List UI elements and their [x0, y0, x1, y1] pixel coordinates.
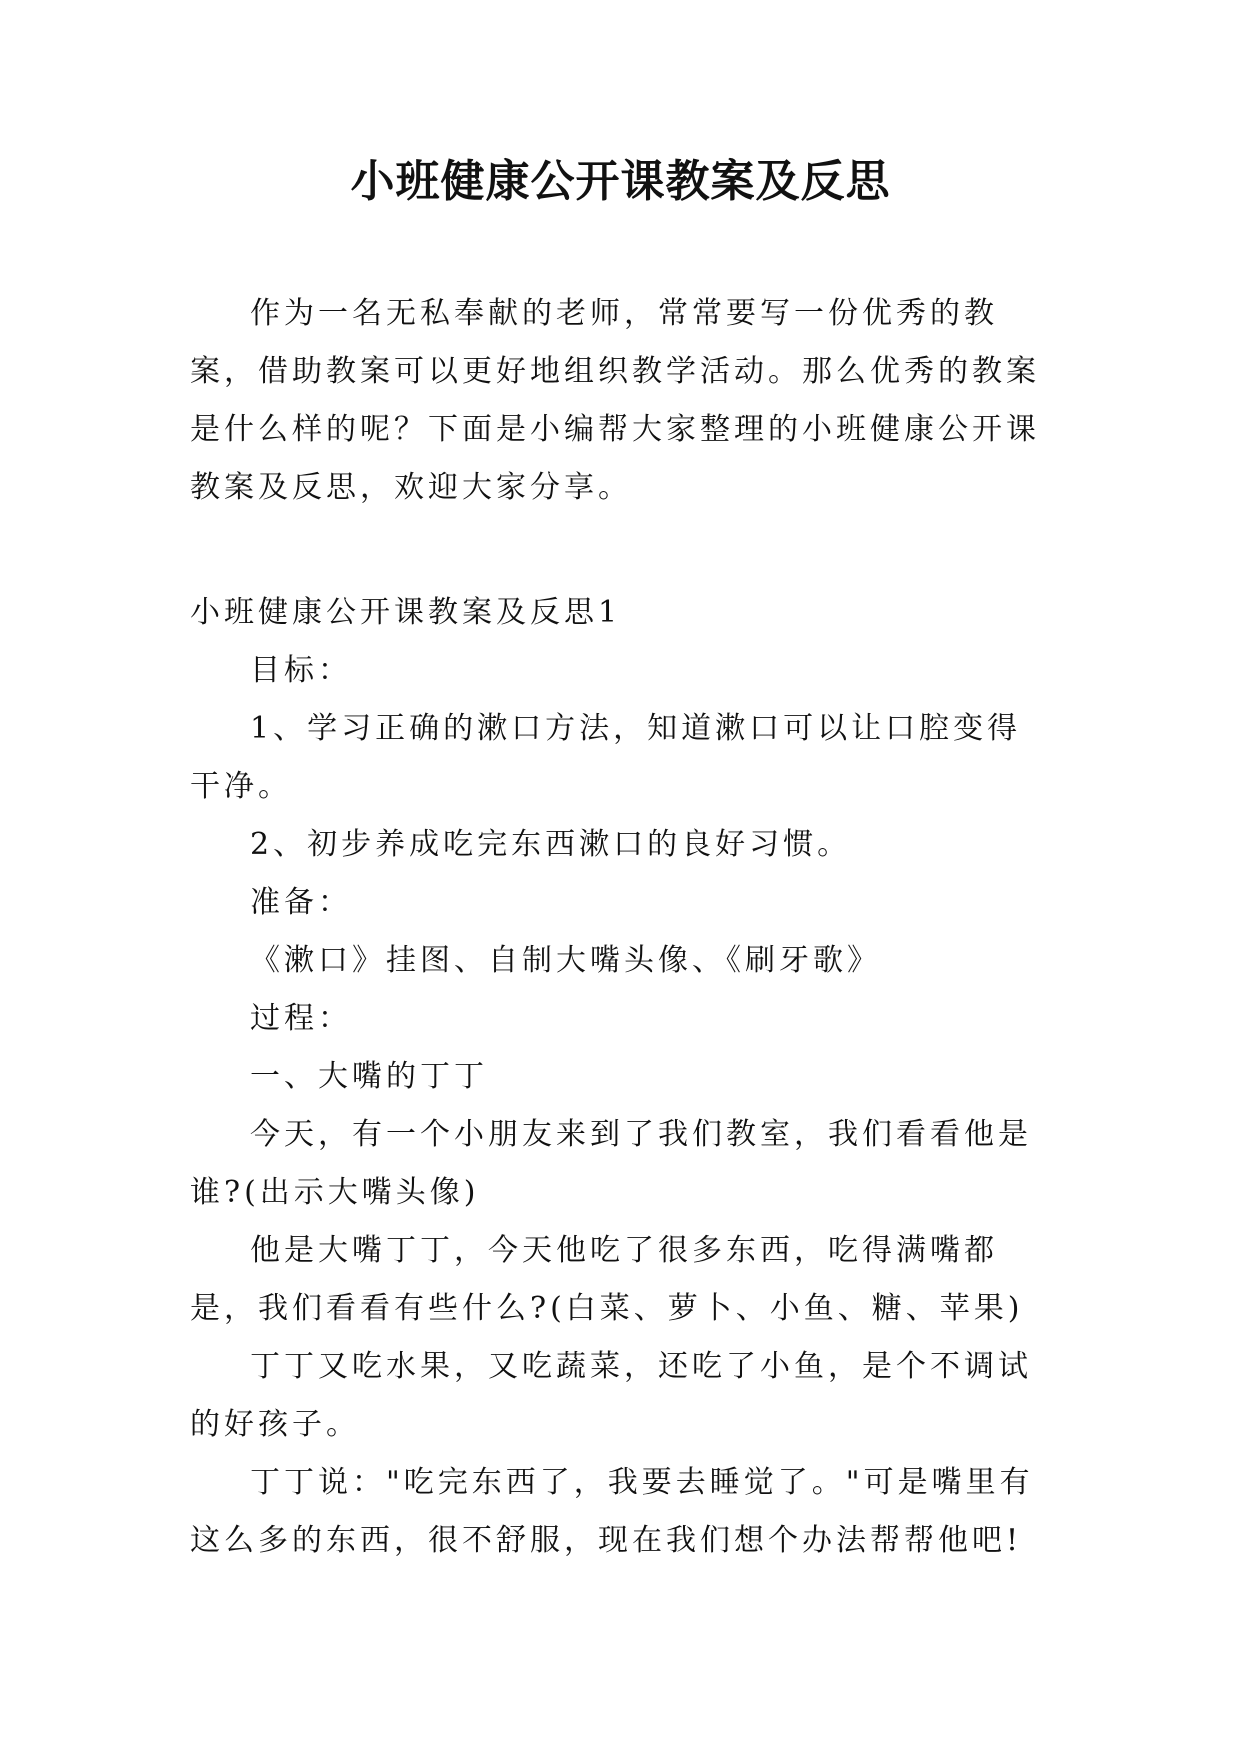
section-heading: 小班健康公开课教案及反思1 — [190, 595, 622, 630]
document-content — [190, 584, 1050, 1570]
paragraph-process-label: 过程： — [250, 1001, 352, 1036]
document-title: 小班健康公开课教案及反思 — [350, 156, 891, 207]
paragraph-goal-2: 2、初步养成吃完东西漱口的良好习惯。 — [250, 827, 852, 862]
paragraph-step-1-help: 丁丁说："吃完东西了，我要去睡觉了。"可是嘴里有这么多的东西，很不舒服，现在我们想个办法帮帮他吧! — [190, 1465, 1034, 1558]
paragraph-goal-label: 目标： — [250, 653, 352, 688]
paragraph-prep-label: 准备： — [250, 885, 352, 920]
paragraph-step-1-praise: 丁丁又吃水果，又吃蔬菜，还吃了小鱼，是个不调试的好孩子。 — [190, 1349, 1032, 1442]
paragraph-step-1-food: 他是大嘴丁丁，今天他吃了很多东西，吃得满嘴都是，我们看看有些什么?(白菜、萝卜、小鱼、糖、苹果) — [190, 1233, 1024, 1326]
paragraph-prep-materials: 《漱口》挂图、自制大嘴头像、《刷牙歌》 — [250, 943, 881, 978]
intro-paragraph: 作为一名无私奉献的老师，常常要写一份优秀的教案，借助教案可以更好地组织教学活动。那么优秀的教案是什么样的呢？下面是小编帮大家整理的小班健康公开课教案及反思，欢迎大家分享。 — [190, 296, 1040, 505]
paragraph-step-1-heading: 一、大嘴的丁丁 — [250, 1059, 488, 1094]
paragraph-goal-1: 1、学习正确的漱口方法，知道漱口可以让口腔变得干净。 — [190, 711, 1022, 804]
paragraph-step-1-intro: 今天，有一个小朋友来到了我们教室，我们看看他是谁?(出示大嘴头像) — [190, 1117, 1032, 1210]
